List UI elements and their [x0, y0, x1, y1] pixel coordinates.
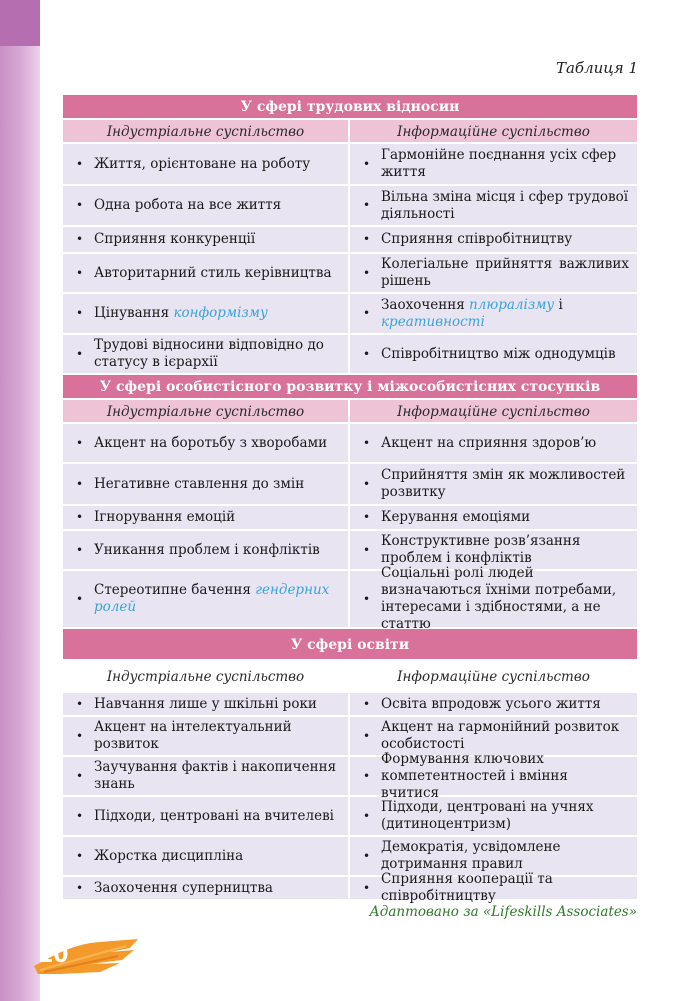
column-headers: [63, 120, 637, 144]
bullet-icon: •: [76, 435, 84, 450]
cell-information: • Формування ключових компетентностей і вміння вчитися: [363, 750, 568, 801]
comparison-table: [63, 95, 637, 904]
bullet-icon: •: [363, 696, 371, 711]
bullet-icon: •: [363, 156, 371, 171]
table-row: [63, 464, 637, 506]
bullet-icon: •: [76, 728, 84, 743]
table-row: [63, 750, 637, 801]
bullet-icon: •: [363, 265, 371, 280]
side-decor-bar-top: [0, 0, 40, 46]
bullet-icon: •: [76, 232, 84, 246]
bullet-icon: •: [363, 346, 371, 361]
column-headers: [63, 661, 637, 693]
table-row: [63, 797, 637, 837]
col-header-information: Інформаційне суспільство: [350, 661, 637, 691]
table-row: [63, 144, 637, 186]
col-header-information: Інформаційне суспільство: [350, 400, 637, 422]
cell-information: • Конструктивне розв’язання проблем і конфліктів: [363, 533, 581, 566]
cell-information: • Колегіальне прийняття важливих рішень: [363, 256, 629, 289]
cell-industrial: • Сприяння конкуренції: [63, 227, 350, 252]
cell-information: • Гармонійне поєднання усіх сфер життя: [363, 147, 617, 180]
table-row: [63, 227, 637, 254]
bullet-icon: •: [363, 476, 371, 491]
section-header-education: У сфері освіти: [63, 629, 637, 661]
cell-information: • Акцент на сприяння здоров’ю: [363, 434, 597, 451]
cell-industrial: • Підходи, центровані на вчителеві: [63, 797, 350, 835]
term-highlight: гендерних ролей: [94, 582, 330, 615]
table-caption: Таблиця 1: [555, 59, 638, 77]
bullet-icon: •: [363, 232, 371, 246]
bullet-icon: •: [363, 510, 371, 524]
column-headers: [63, 400, 637, 424]
cell-industrial: • Авторитарний стиль керівництва: [63, 254, 350, 292]
bullet-icon: •: [363, 591, 371, 606]
cell-industrial: • Акцент на інтелектуальний розвиток: [63, 717, 350, 755]
bullet-icon: •: [76, 346, 84, 361]
page-number: 10: [38, 943, 69, 968]
table-row: [63, 254, 637, 294]
cell-information: • Співробітництво між однодумців: [363, 345, 616, 362]
cell-information: • Вільна зміна місця і сфер трудової діяльності: [363, 188, 629, 222]
bullet-icon: •: [363, 435, 371, 450]
cell-information: • Заохочення плюралізму і креативності: [363, 296, 563, 330]
col-header-industrial: Індустріальне суспільство: [63, 400, 350, 422]
section-header-personal: У сфері особистісного розвитку і міжособистісних стосунків: [63, 375, 637, 400]
cell-information: • Керування емоціями: [363, 509, 531, 525]
bullet-icon: •: [76, 306, 84, 320]
cell-industrial: • Стереотипне бачення гендерних ролей: [63, 571, 350, 627]
table-row: [63, 335, 637, 375]
cell-industrial: • Цінування конформізму: [63, 294, 350, 333]
table-row: [63, 294, 637, 335]
cell-industrial: • Заучування фактів і накопичення знань: [63, 757, 350, 795]
cell-industrial: • Негативне ставлення до змін: [63, 464, 350, 504]
cell-industrial: • Заохочення суперництва: [63, 877, 350, 899]
cell-information: • Сприйняття змін як можливостей розвитку: [363, 467, 626, 500]
bullet-icon: •: [76, 808, 84, 823]
cell-industrial: • Трудові відносини відповідно до статусу в ієрархії: [63, 335, 350, 373]
cell-information: • Освіта впродовж усього життя: [363, 695, 601, 712]
page-number-badge: [30, 936, 142, 976]
bullet-icon: •: [363, 880, 371, 895]
cell-information: • Демократія, усвідомлене дотримання правил: [363, 839, 561, 872]
bullet-icon: •: [76, 476, 84, 491]
bullet-icon: •: [363, 768, 371, 783]
cell-industrial: • Ігнорування емоцій: [63, 506, 350, 529]
bullet-icon: •: [363, 542, 371, 557]
bullet-icon: •: [76, 265, 84, 280]
table-row: [63, 506, 637, 531]
cell-industrial: • Життя, орієнтоване на роботу: [63, 144, 350, 184]
bullet-icon: •: [363, 198, 371, 212]
table-row: [63, 565, 637, 632]
bullet-icon: •: [76, 768, 84, 783]
col-header-industrial: Індустріальне суспільство: [63, 120, 350, 142]
bullet-icon: •: [363, 728, 371, 743]
cell-industrial: • Навчання лише у шкільні роки: [63, 693, 350, 715]
bullet-icon: •: [363, 848, 371, 863]
table-row: [63, 693, 637, 717]
table-row: [63, 424, 637, 464]
bullet-icon: •: [76, 542, 84, 557]
bullet-icon: •: [76, 591, 84, 606]
col-header-industrial: Індустріальне суспільство: [63, 661, 350, 691]
cell-information: • Акцент на гармонійний розвиток особистості: [363, 719, 620, 752]
table-row: [63, 186, 637, 227]
source-credit: Адаптовано за «Lifeskills Associates»: [369, 904, 637, 920]
bullet-icon: •: [76, 156, 84, 171]
term-highlight: конформізму: [173, 305, 268, 321]
cell-industrial: • Уникання проблем і конфліктів: [63, 531, 350, 569]
bullet-icon: •: [76, 510, 84, 524]
section-header-labor: У сфері трудових відносин: [63, 95, 637, 120]
term-highlight: креативності: [381, 313, 485, 330]
term-highlight: плюралізму: [469, 296, 555, 313]
cell-industrial: • Одна робота на все життя: [63, 186, 350, 225]
cell-information: • Сприяння співробітництву: [363, 231, 573, 247]
col-header-information: Інформаційне суспільство: [350, 120, 637, 142]
bullet-icon: •: [76, 198, 84, 212]
bullet-icon: •: [363, 306, 371, 320]
cell-industrial: • Акцент на боротьбу з хворобами: [63, 424, 350, 462]
cell-information: • Сприяння кооперації та співробітництву: [363, 871, 553, 904]
bullet-icon: •: [76, 848, 84, 863]
bullet-icon: •: [76, 696, 84, 711]
table-row: [63, 871, 637, 904]
side-decor-bar: [0, 0, 40, 1001]
cell-information: • Підходи, центровані на учнях (дитиноцентризм): [363, 799, 594, 832]
cell-information: • Соціальні ролі людей визначаються їхніми потребами, інтересами і здібностями, а не статтю: [363, 565, 617, 632]
cell-industrial: • Жорстка дисципліна: [63, 837, 350, 875]
bullet-icon: •: [363, 808, 371, 823]
bullet-icon: •: [76, 880, 84, 895]
